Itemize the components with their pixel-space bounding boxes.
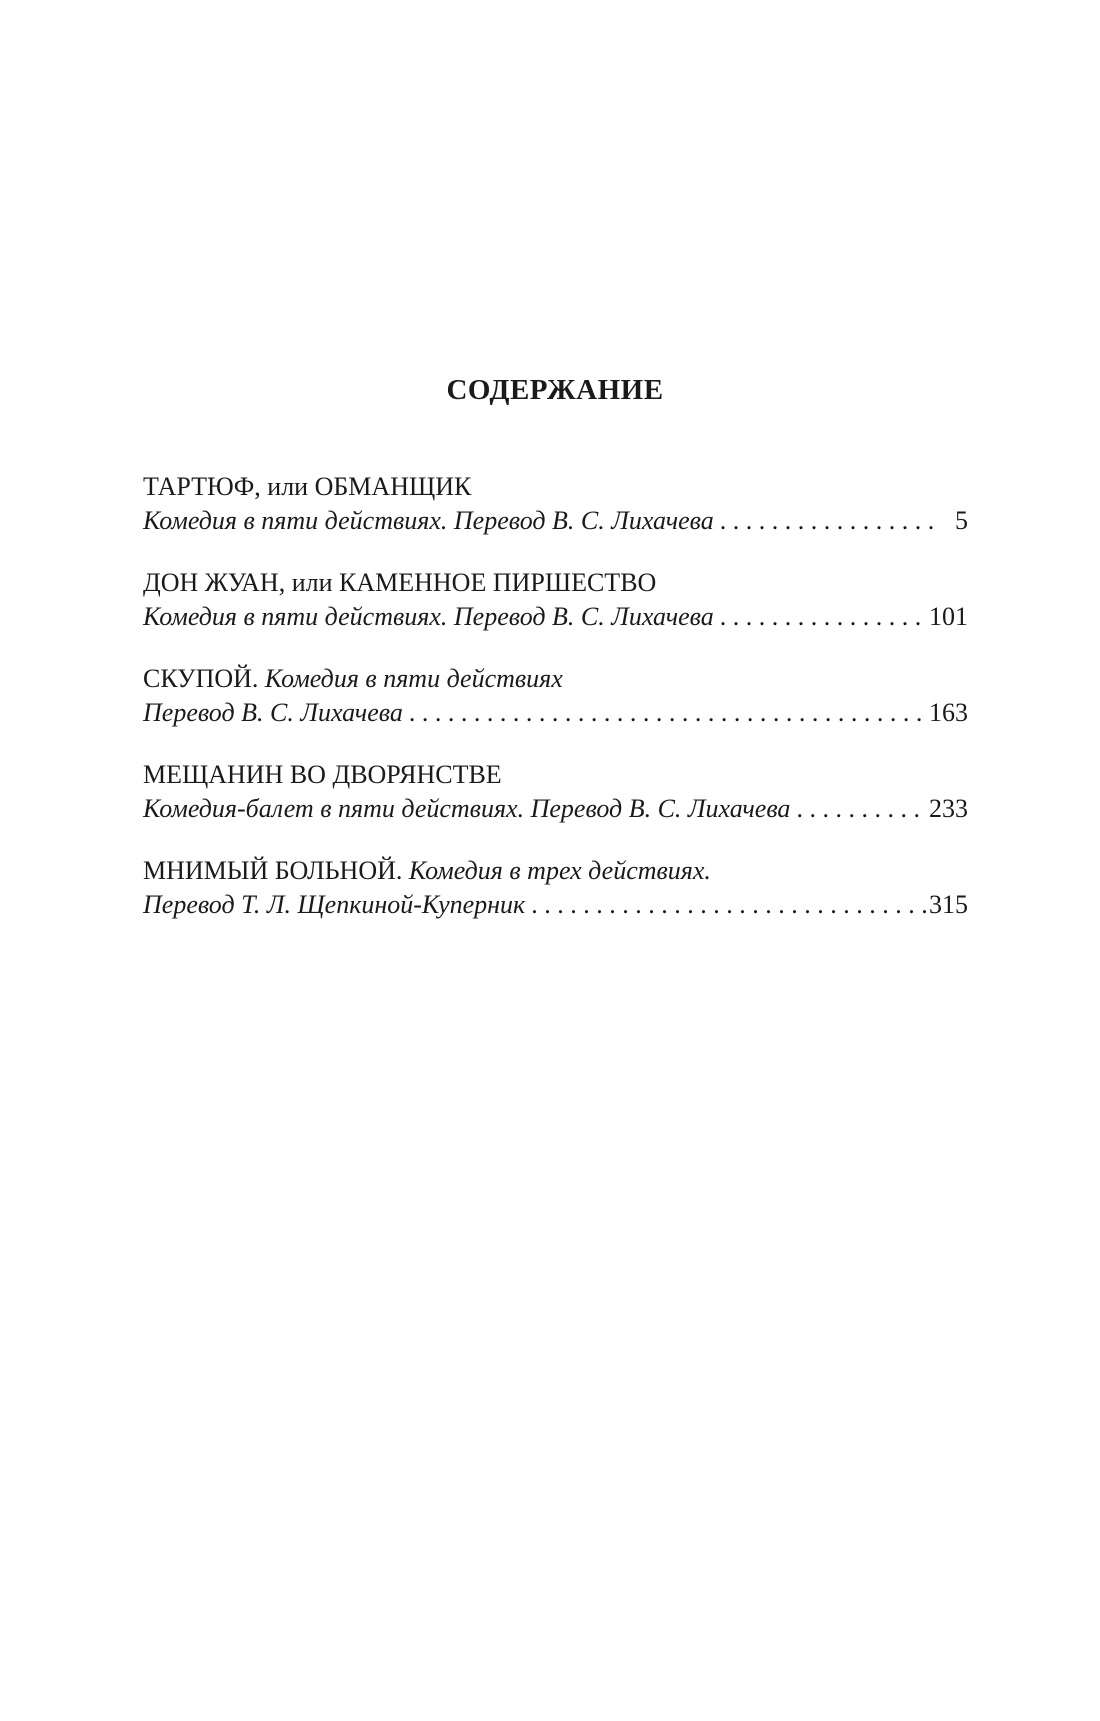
toc-entry-page: 315 xyxy=(929,890,968,919)
dot-leader xyxy=(720,600,927,634)
dot-leader xyxy=(531,888,927,922)
toc-entry-detail-line xyxy=(143,792,968,826)
toc-entry-subtitle: Комедия в трех действиях. xyxy=(408,856,711,885)
toc-entry xyxy=(143,854,968,922)
dot-leader xyxy=(720,504,935,538)
toc-entry-detail: Комедия-балет в пяти действиях. Перевод В. С. Лихачева xyxy=(143,794,791,823)
toc-entry xyxy=(143,470,968,538)
table-of-contents xyxy=(143,470,968,950)
toc-entry xyxy=(143,662,968,730)
toc-entry-title-line xyxy=(143,854,968,888)
toc-entry-title-line xyxy=(143,758,968,792)
page-title: СОДЕРЖАНИЕ xyxy=(446,374,664,406)
toc-entry-title: ДОН ЖУАН, или КАМЕННОЕ ПИРШЕСТВО xyxy=(143,568,657,597)
toc-entry-detail: Комедия в пяти действиях. Перевод В. С. Лихачева xyxy=(143,602,714,631)
toc-entry-page: 233 xyxy=(929,794,968,823)
toc-entry-page: 163 xyxy=(929,698,968,727)
toc-entry-detail-line xyxy=(143,600,968,634)
toc-entry-detail-line xyxy=(143,504,968,538)
toc-entry-detail: Перевод Т. Л. Щепкиной-Куперник xyxy=(143,890,526,919)
toc-entry-title: МНИМЫЙ БОЛЬНОЙ. xyxy=(143,856,403,885)
toc-entry xyxy=(143,758,968,826)
dot-leader xyxy=(409,696,927,730)
toc-entry-title-line xyxy=(143,566,968,600)
toc-entry xyxy=(143,566,968,634)
toc-entry-detail: Перевод В. С. Лихачева xyxy=(143,698,403,727)
toc-entry-detail-line xyxy=(143,696,968,730)
toc-entry-detail-line xyxy=(143,888,968,922)
toc-entry-title: МЕЩАНИН ВО ДВОРЯНСТВЕ xyxy=(143,760,502,789)
toc-entry-detail: Комедия в пяти действиях. Перевод В. С. Лихачева xyxy=(143,506,714,535)
toc-entry-title: ТАРТЮФ, или ОБМАНЩИК xyxy=(143,472,472,501)
toc-entry-title: СКУПОЙ. xyxy=(143,664,259,693)
dot-leader xyxy=(796,792,927,826)
toc-entry-page: 101 xyxy=(929,602,968,631)
toc-entry-subtitle: Комедия в пяти действиях xyxy=(264,664,563,693)
toc-entry-title-line xyxy=(143,662,968,696)
toc-entry-page: 5 xyxy=(955,506,968,535)
toc-entry-title-line xyxy=(143,470,968,504)
